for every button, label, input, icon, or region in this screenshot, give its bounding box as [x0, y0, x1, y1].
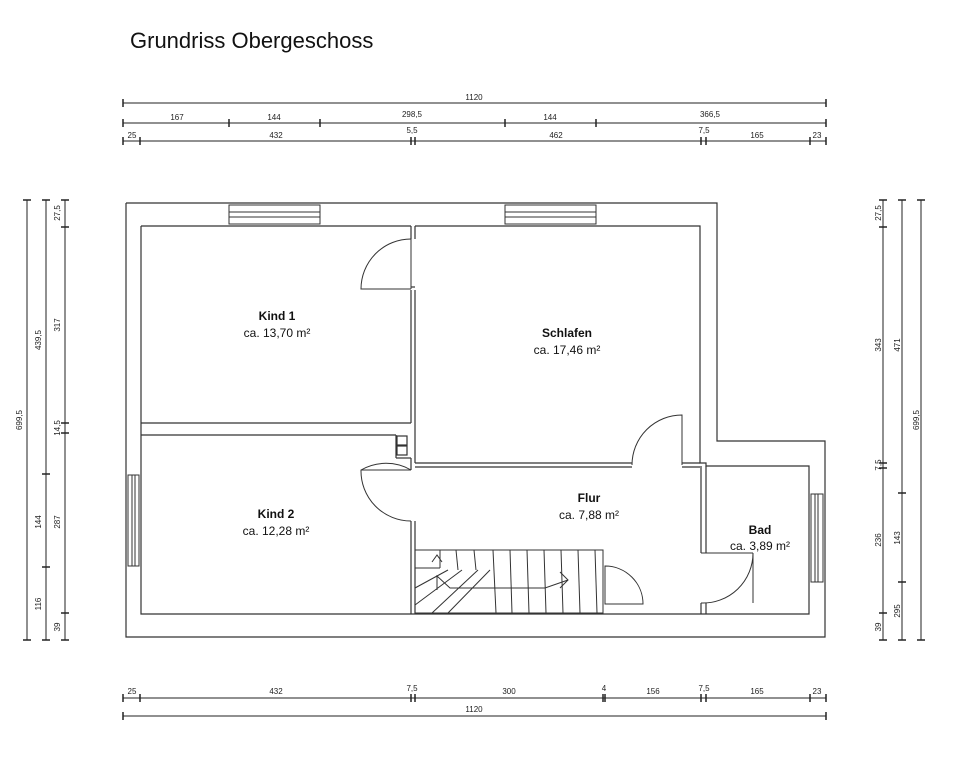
dim-label: 462 — [549, 131, 563, 140]
dim-label: 27,5 — [874, 205, 883, 221]
room-name-kind2: Kind 2 — [257, 507, 295, 521]
dim-label: 287 — [53, 515, 62, 529]
stairs — [415, 550, 603, 613]
bottom-dimension-labels — [128, 684, 822, 714]
door-schlafen — [632, 415, 682, 465]
dim-top-total: 1120 — [465, 93, 483, 102]
door-kind2 — [361, 463, 411, 521]
dim-label: 7,5 — [698, 684, 710, 693]
dim-label: 144 — [267, 113, 281, 122]
dim-label: 14,5 — [53, 420, 62, 436]
doors — [361, 239, 753, 604]
dim-label: 5,5 — [406, 126, 418, 135]
left-dimensions — [23, 200, 69, 640]
dim-bottom-total: 1120 — [465, 705, 483, 714]
dim-label: 23 — [812, 131, 822, 140]
left-dimension-labels — [15, 205, 62, 632]
top-dimensions — [123, 99, 826, 145]
dim-label: 7,5 — [874, 459, 883, 471]
dim-label: 432 — [269, 131, 283, 140]
room-name-flur: Flur — [577, 491, 601, 505]
dim-label: 439,5 — [34, 329, 43, 351]
room-name-schlafen: Schlafen — [541, 326, 593, 340]
dim-label: 25 — [127, 687, 137, 696]
dim-left-total: 699,5 — [15, 409, 24, 431]
door-bad — [701, 553, 753, 603]
room-labels — [243, 309, 790, 553]
room-name-kind1: Kind 1 — [258, 309, 296, 323]
dim-label: 295 — [893, 604, 902, 618]
dim-label: 7,5 — [698, 126, 710, 135]
window-kind2 — [128, 475, 139, 566]
room-name-bad: Bad — [748, 523, 772, 537]
room-area-schlafen: ca. 17,46 m² — [533, 343, 601, 357]
dim-label: 471 — [893, 338, 902, 352]
dim-right-total: 699,5 — [912, 409, 921, 431]
windows — [128, 205, 823, 582]
dim-label: 4 — [601, 684, 607, 693]
dim-label: 116 — [34, 597, 43, 611]
dim-label: 39 — [874, 622, 883, 632]
room-area-kind1: ca. 13,70 m² — [243, 326, 311, 340]
dim-label: 343 — [874, 338, 883, 352]
page-title: Grundriss Obergeschoss — [130, 28, 374, 53]
dim-label: 144 — [543, 113, 557, 122]
dim-label: 25 — [127, 131, 137, 140]
dim-label: 366,5 — [699, 110, 721, 119]
right-dimension-labels — [874, 205, 921, 632]
dim-label: 39 — [53, 622, 62, 632]
window-bad — [811, 494, 823, 582]
window-schlafen — [505, 205, 596, 224]
dim-label: 165 — [750, 687, 764, 696]
dim-label: 156 — [646, 687, 660, 696]
room-area-bad: ca. 3,89 m² — [729, 539, 791, 553]
dim-label: 7,5 — [406, 684, 418, 693]
dim-label: 23 — [812, 687, 822, 696]
top-dimension-labels — [128, 93, 822, 140]
dim-label: 143 — [893, 531, 902, 545]
window-kind1 — [229, 205, 320, 224]
door-storage — [605, 566, 643, 604]
room-area-flur: ca. 7,88 m² — [558, 508, 620, 522]
dim-label: 165 — [750, 131, 764, 140]
dim-label: 298,5 — [401, 110, 423, 119]
door-kind1 — [361, 239, 411, 289]
dim-label: 144 — [34, 515, 43, 529]
dim-label: 317 — [53, 318, 62, 332]
room-area-kind2: ca. 12,28 m² — [242, 524, 310, 538]
dim-label: 300 — [502, 687, 516, 696]
dim-label: 27,5 — [53, 205, 62, 221]
dim-label: 167 — [170, 113, 184, 122]
dim-label: 432 — [269, 687, 283, 696]
dim-label: 236 — [874, 533, 883, 547]
